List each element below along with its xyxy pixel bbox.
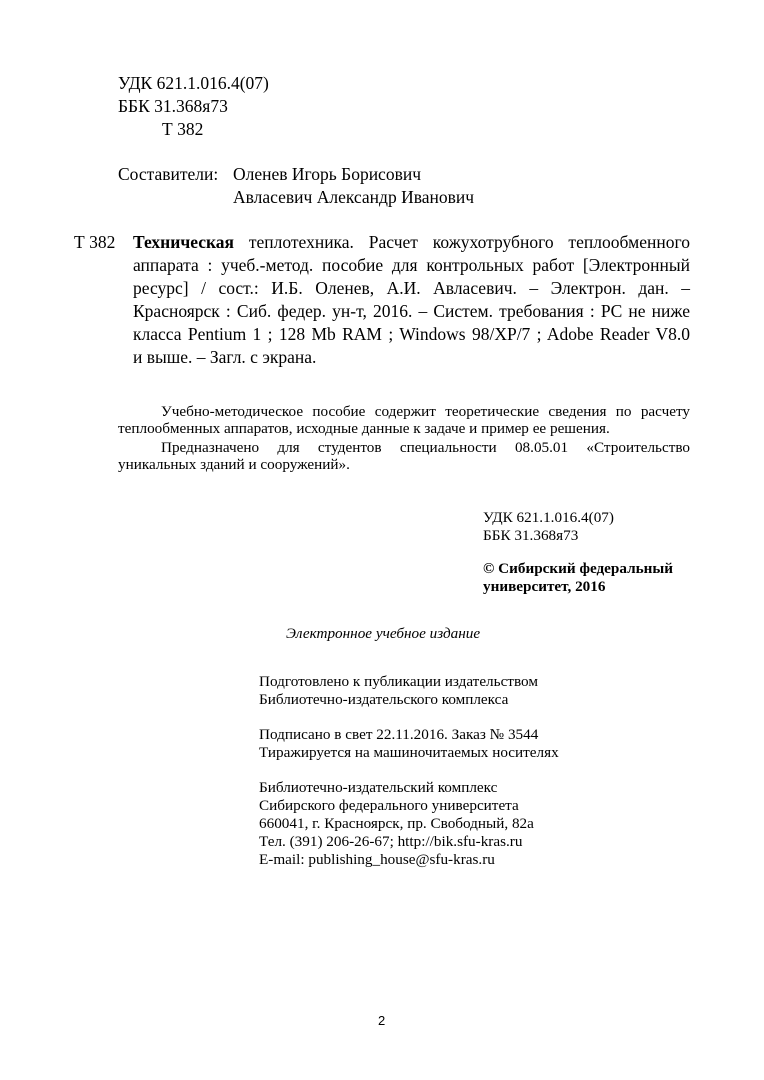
copyright-line-1: © Сибирский федеральный bbox=[483, 560, 673, 577]
compiler-2: Авласевич Александр Иванович bbox=[233, 187, 475, 207]
annotation-p1-line1: Учебно-методическое пособие содержит теоретические сведения по расчету bbox=[161, 403, 690, 420]
annotation-p2-line2: уникальных зданий и сооружений». bbox=[118, 456, 350, 473]
bbk-code-right: ББК 31.368я73 bbox=[483, 527, 579, 544]
entry-line-5: класса Pentium 1 ; 128 Mb RAM ; Windows 98/XP/7 ; Adobe Reader V8.0 bbox=[133, 324, 690, 344]
entry-line-1: Техническая теплотехника. Расчет кожухотрубного теплообменного bbox=[133, 232, 690, 252]
entry-code: Т 382 bbox=[74, 232, 116, 252]
annotation-p1-line2: теплообменных аппаратов, исходные данные к задаче и пример ее решения. bbox=[118, 420, 610, 437]
compilers-label: Составители: bbox=[118, 164, 219, 184]
author-mark: Т 382 bbox=[162, 119, 204, 139]
compiler-1: Оленев Игорь Борисович bbox=[233, 164, 422, 184]
imprint-phone: Тел. (391) 206-26-67; http://bik.sfu-kras.ru bbox=[259, 833, 523, 850]
entry-line-3: ресурс] / сост.: И.Б. Оленев, А.И. Авласевич. – Электрон. дан. – bbox=[133, 278, 690, 298]
entry-line-4: Красноярск : Сиб. федер. ун-т, 2016. – Систем. требования : PC не ниже bbox=[133, 301, 690, 321]
entry-line-6: и выше. – Загл. с экрана. bbox=[133, 347, 317, 367]
imprint-prepared-2: Библиотечно-издательского комплекса bbox=[259, 691, 509, 708]
udk-code-right: УДК 621.1.016.4(07) bbox=[483, 509, 614, 526]
edition-type: Электронное учебное издание bbox=[286, 625, 481, 642]
entry-line-2: аппарата : учеб.-метод. пособие для контрольных работ [Электронный bbox=[133, 255, 690, 275]
imprint-prepared-1: Подготовлено к публикации издательством bbox=[259, 673, 538, 690]
page-number: 2 bbox=[378, 1013, 386, 1028]
imprint-email: E-mail: publishing_house@sfu-kras.ru bbox=[259, 851, 495, 868]
udk-code: УДК 621.1.016.4(07) bbox=[118, 73, 269, 93]
imprint-address: 660041, г. Красноярск, пр. Свободный, 82а bbox=[259, 815, 534, 832]
bbk-code: ББК 31.368я73 bbox=[118, 96, 228, 116]
annotation-p2-line1: Предназначено для студентов специальности 08.05.01 «Строительство bbox=[161, 439, 690, 456]
imprint-publisher-1: Библиотечно-издательский комплекс bbox=[259, 779, 498, 796]
imprint-publisher-2: Сибирского федерального университета bbox=[259, 797, 519, 814]
entry-title: Техническая bbox=[133, 232, 234, 252]
copyright-line-2: университет, 2016 bbox=[483, 578, 606, 595]
imprint-copies: Тиражируется на машиночитаемых носителях bbox=[259, 744, 559, 761]
imprint-signed: Подписано в свет 22.11.2016. Заказ № 3544 bbox=[259, 726, 539, 743]
